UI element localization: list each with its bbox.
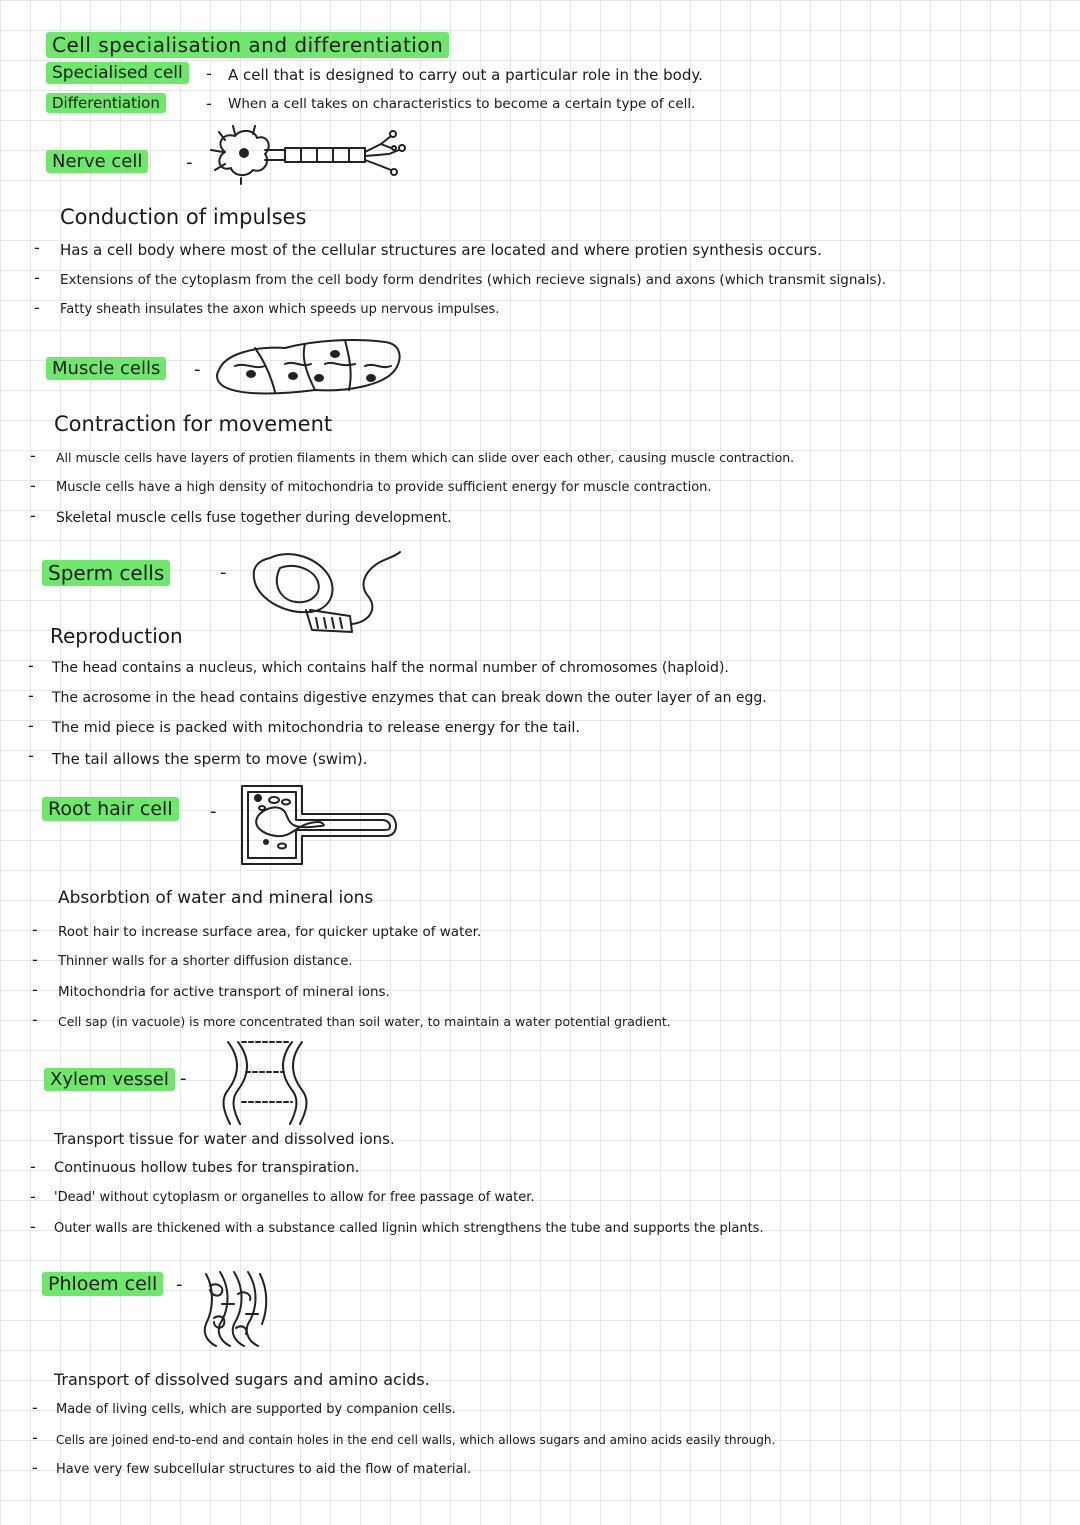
- section-heading-phloem-cell: Transport of dissolved sugars and amino acids.: [54, 1370, 430, 1389]
- xylem-point-1: Continuous hollow tubes for transpiration.: [54, 1160, 360, 1176]
- phloem-point-1: Made of living cells, which are supported by companion cells.: [56, 1402, 456, 1417]
- nerve-point-2: Extensions of the cytoplasm from the cell body form dendrites (which recieve signals) and axons (which transmit signals).: [60, 272, 887, 288]
- xylem-point-2: 'Dead' without cytoplasm or organelles to allow for free passage of water.: [54, 1190, 535, 1205]
- xylem-vessel-icon: [220, 1038, 320, 1128]
- section-label-xylem-vessel: Xylem vessel: [44, 1068, 175, 1091]
- phloem-point-3: Have very few subcellular structures to aid the flow of material.: [56, 1462, 472, 1477]
- sperm-cell-icon: [250, 548, 410, 638]
- definition-term-differentiation: Differentiation: [46, 93, 166, 113]
- section-heading-nerve-cell: Conduction of impulses: [60, 205, 307, 229]
- sperm-point-3: The mid piece is packed with mitochondria to release energy for the tail.: [52, 720, 581, 736]
- root-hair-point-3: Mitochondria for active transport of mineral ions.: [58, 984, 390, 1000]
- section-heading-root-hair-cell: Absorbtion of water and mineral ions: [58, 888, 374, 908]
- muscle-cell-icon: [215, 336, 405, 396]
- definition-text-differentiation: When a cell takes on characteristics to become a certain type of cell.: [228, 96, 696, 112]
- sperm-point-4: The tail allows the sperm to move (swim).: [52, 750, 368, 768]
- sperm-point-1: The head contains a nucleus, which contains half the normal number of chromosomes (haploid).: [52, 660, 729, 676]
- nerve-point-1: Has a cell body where most of the cellular structures are located and where protien synthesis occurs.: [60, 241, 822, 259]
- section-heading-xylem-vessel: Transport tissue for water and dissolved ions.: [54, 1130, 395, 1148]
- phloem-cell-icon: [196, 1268, 276, 1348]
- nerve-cell-icon: [205, 126, 425, 186]
- section-heading-sperm-cells: Reproduction: [50, 624, 183, 648]
- xylem-point-3: Outer walls are thickened with a substance called lignin which strengthens the tube and supports the plants.: [54, 1221, 764, 1236]
- root-hair-cell-icon: [236, 780, 406, 870]
- muscle-point-1: All muscle cells have layers of protien filaments in them which can slide over each other, causing muscle contraction.: [56, 450, 795, 465]
- muscle-point-3: Skeletal muscle cells fuse together during development.: [56, 510, 452, 526]
- muscle-point-2: Muscle cells have a high density of mitochondria to provide sufficient energy for muscle contraction.: [56, 480, 712, 495]
- nerve-point-3: Fatty sheath insulates the axon which speeds up nervous impulses.: [60, 302, 500, 317]
- sperm-point-2: The acrosome in the head contains digestive enzymes that can break down the outer layer of an egg.: [52, 690, 767, 706]
- section-heading-muscle-cells: Contraction for movement: [54, 412, 333, 436]
- section-label-sperm-cells: Sperm cells: [42, 560, 170, 586]
- root-hair-point-1: Root hair to increase surface area, for quicker uptake of water.: [58, 924, 482, 940]
- page-title: Cell specialisation and differentiation: [46, 32, 449, 58]
- root-hair-point-2: Thinner walls for a shorter diffusion distance.: [58, 954, 353, 969]
- section-label-nerve-cell: Nerve cell: [46, 150, 148, 173]
- section-label-muscle-cells: Muscle cells: [46, 357, 166, 380]
- definition-term-specialised-cell: Specialised cell: [46, 62, 189, 84]
- section-label-root-hair-cell: Root hair cell: [42, 797, 179, 821]
- root-hair-point-4: Cell sap (in vacuole) is more concentrated than soil water, to maintain a water potential gradient.: [58, 1014, 671, 1029]
- section-label-phloem-cell: Phloem cell: [42, 1272, 163, 1296]
- phloem-point-2: Cells are joined end-to-end and contain holes in the end cell walls, which allows sugars and amino acids easily through.: [56, 1433, 776, 1447]
- definition-text-specialised-cell: A cell that is designed to carry out a particular role in the body.: [228, 66, 703, 84]
